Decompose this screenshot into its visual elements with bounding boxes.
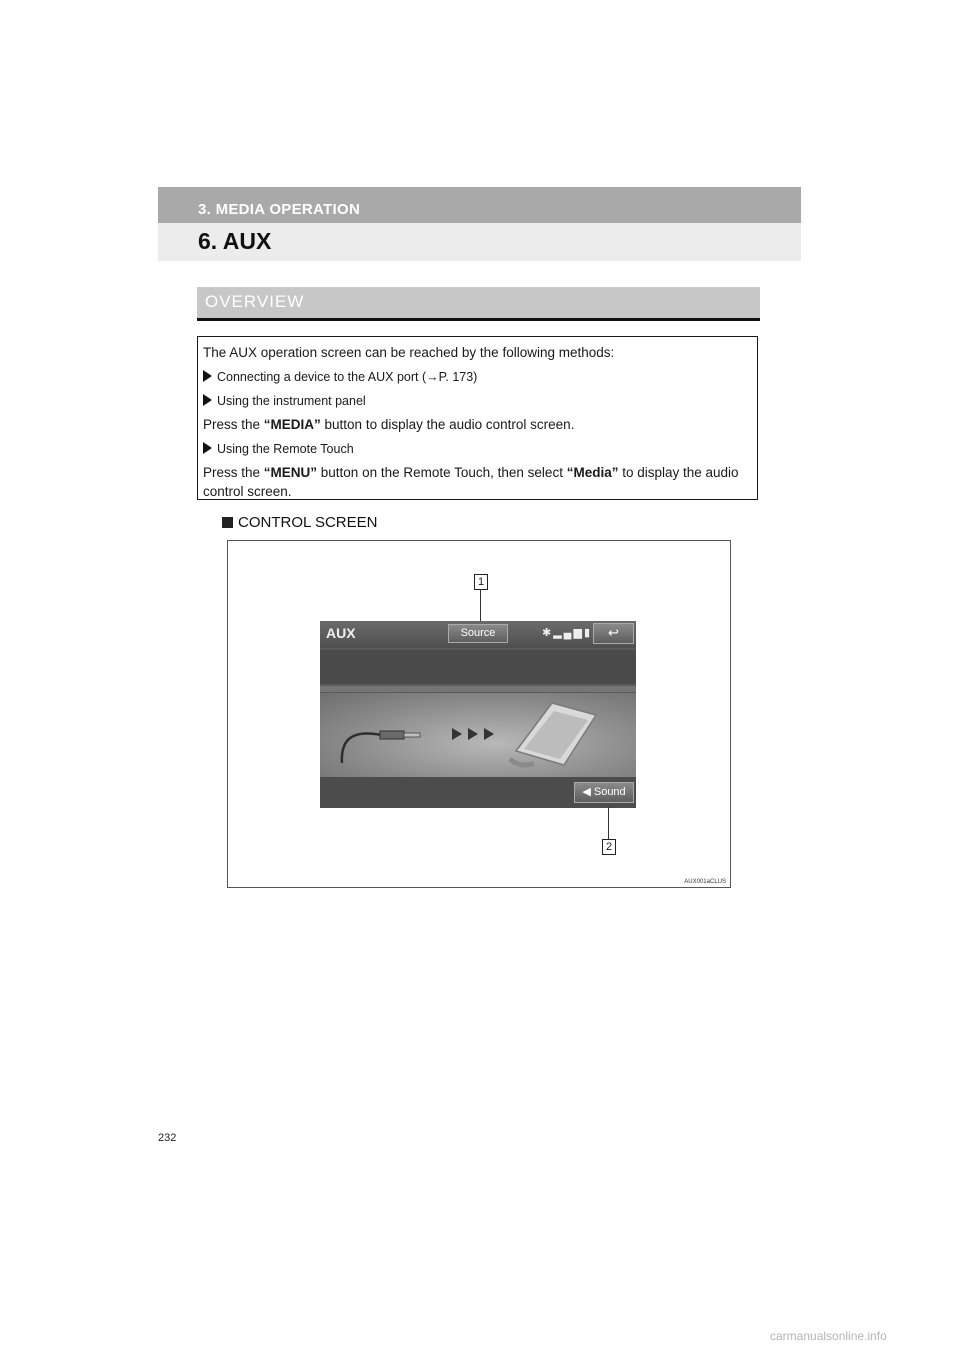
- aux-cable-icon: [320, 693, 636, 777]
- arrow-icon: →: [426, 370, 439, 384]
- back-arrow-icon: ↩: [608, 625, 619, 640]
- overview-header: [197, 287, 760, 321]
- callout-1-leader: [480, 590, 481, 625]
- screen-title-bar: [320, 621, 636, 648]
- menu-button-label: “MENU”: [263, 465, 318, 480]
- triangle-bullet-icon: [203, 442, 212, 454]
- media-button-label: “MEDIA”: [263, 417, 321, 432]
- callout-2-leader: [608, 807, 609, 839]
- control-screen-figure: [227, 540, 731, 888]
- triangle-bullet-icon: [203, 370, 212, 382]
- method-remote-touch: Using the Remote Touch: [203, 437, 752, 461]
- signal-icon: ▂▄▆: [553, 627, 584, 639]
- overview-intro: The AUX operation screen can be reached by the following methods:: [203, 345, 615, 360]
- screen-bottom-bar: [320, 777, 636, 808]
- source-button[interactable]: Source: [448, 624, 508, 643]
- screen-title: AUX: [326, 625, 356, 641]
- control-screen-heading: CONTROL SCREEN: [222, 514, 377, 531]
- back-button[interactable]: [593, 623, 634, 644]
- status-icons: [542, 626, 592, 639]
- aux-connection-illustration: [320, 693, 636, 777]
- chapter-band: [158, 187, 801, 223]
- watermark: carmanualsonline.info: [770, 1329, 887, 1343]
- battery-icon: ▮: [583, 627, 592, 639]
- bluetooth-icon: ✱: [542, 627, 554, 639]
- method-aux-port: Connecting a device to the AUX port (→P. 173): [203, 365, 752, 389]
- sound-button[interactable]: ◀ Sound: [574, 782, 634, 803]
- square-bullet-icon: [222, 517, 233, 528]
- overview-title: OVERVIEW: [205, 292, 305, 311]
- chapter-title: 3. MEDIA OPERATION: [198, 201, 361, 218]
- media-select-label: “Media”: [566, 465, 619, 480]
- method-instrument-panel: Using the instrument panel: [203, 389, 752, 413]
- overview-box: [197, 336, 758, 500]
- triangle-bullet-icon: [203, 394, 212, 406]
- aux-screen: [320, 621, 636, 808]
- callout-1: 1: [474, 574, 488, 590]
- screen-divider: [320, 686, 636, 692]
- method-remote-touch-text: Press the “MENU” button on the Remote Touch, then select “Media” to display the audio control screen.: [203, 465, 739, 499]
- speaker-icon: ◀: [582, 786, 591, 798]
- figure-code: AUX001aCLUS: [684, 879, 726, 885]
- method-instrument-panel-text: Press the “MEDIA” button to display the audio control screen.: [203, 417, 575, 432]
- callout-2: 2: [602, 839, 616, 855]
- section-title: 6. AUX: [198, 228, 272, 254]
- page-number: 232: [158, 1132, 177, 1144]
- screen-info-area: [320, 650, 636, 684]
- section-band: [158, 223, 801, 261]
